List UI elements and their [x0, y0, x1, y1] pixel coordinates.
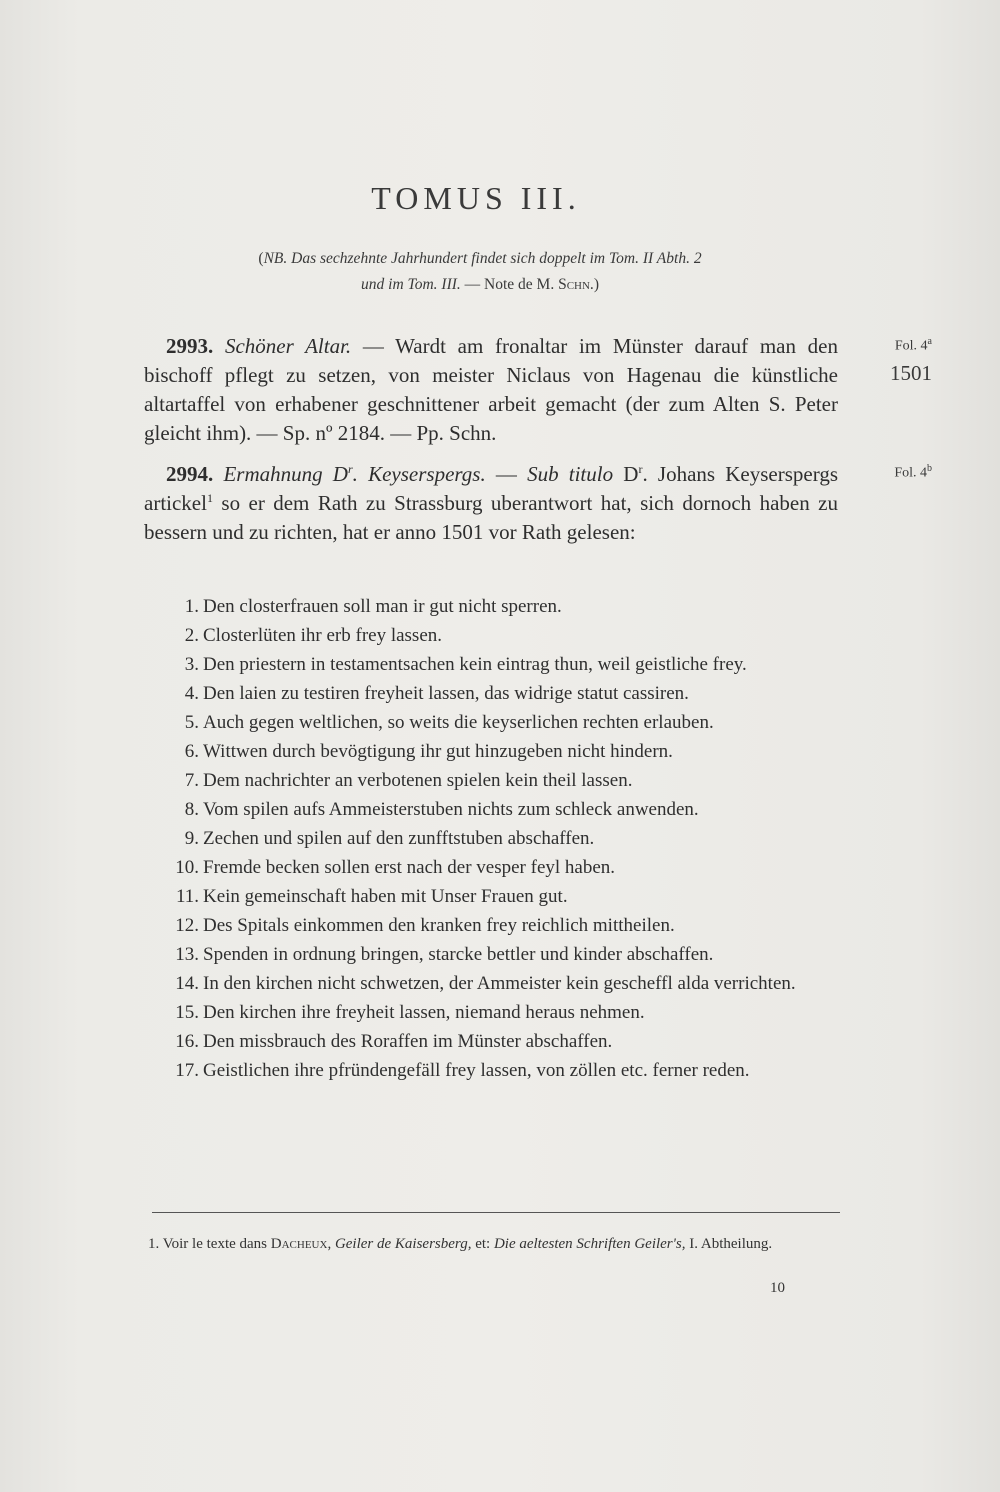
note-line-1: NB. Das sechzehnte Jahrhundert findet sich doppelt im Tom. II Abth. 2	[263, 250, 702, 267]
articles-list	[165, 592, 845, 1085]
list-item: 13. Spenden in ordnung bringen, starcke bettler und kinder abschaffen.	[175, 944, 714, 965]
entry-number: 2994.	[166, 462, 214, 486]
editorial-note: (NB. Das sechzehnte Jahrhundert findet sich doppelt im Tom. II Abth. 2 und im Tom. III. — Note de M. Schn.)	[258, 250, 702, 293]
list-item: 3. Den priestern in testamentsachen kein eintrag thun, weil geistliche frey.	[184, 654, 747, 675]
note-line-2: und im Tom. III.	[361, 276, 461, 293]
list-item: 2. Closterlüten ihr erb frey lassen.	[184, 625, 443, 646]
list-item: 17. Geistlichen ihre pfründengefäll frey lassen, von zöllen etc. ferner reden.	[175, 1060, 750, 1081]
entry-body: — Wardt am fronaltar im Münster darauf man den bischoff pflegt zu setzen, von meister Niclaus von Hagenau die künstliche altartaffel von erhabener geschnittener arbeit gemacht (der zum Alten S. Peter gleicht ihm). — Sp. nº 2184. — Pp. Schn.	[144, 334, 839, 445]
entry-2994: 2994. Ermahnung $D^r$. Keyserspergs. — Sub titulo $D^r$. Johans Keyserspergs artickel$^1$ so er dem Rath zu Strassburg uberantwort hat, sich dornoch haben zu bessern und zu richten, hat er anno 1501 vor Rath gelesen:	[144, 462, 839, 544]
margin-note-2994: Fol. 4$^b$	[894, 463, 932, 481]
list-item: 5. Auch gegen weltlichen, so weits die keyserlichen rechten erlauben.	[184, 712, 714, 733]
list-item: 11. Kein gemeinschaft haben mit Unser Frauen gut.	[175, 886, 568, 907]
list-item: 4. Den laien zu testiren freyheit lassen, das widrige statut cassiren.	[184, 683, 689, 704]
footnote-author: Dacheux	[270, 1236, 328, 1252]
entry-2993	[144, 332, 838, 448]
folio-ref: Fol. 4	[894, 338, 928, 354]
list-item: 9. Zechen und spilen auf den zunfftstuben abschaffen.	[184, 828, 595, 849]
entry-heading: Ermahnung $D^r$. Keyserspergs.	[223, 462, 486, 486]
entry-heading: Schöner Altar.	[224, 334, 352, 358]
list-item: 7. Dem nachrichter an verbotenen spielen kein theil lassen.	[184, 770, 633, 791]
footnote: 1. Voir le texte dans Dacheux, Geiler de Kaisersberg, et: Die aeltesten Schriften Geiler's, I. Abtheilung.	[148, 1236, 773, 1252]
list-item: 15. Den kirchen ihre freyheit lassen, niemand heraus nehmen.	[175, 1002, 645, 1023]
folio-ref: Fol. 4	[894, 465, 927, 481]
list-item: 8. Vom spilen aufs Ammeisterstuben nichts zum schleck anwenden.	[184, 799, 699, 820]
page-title: TOMUS III.	[371, 180, 581, 216]
footnote-divider	[152, 1212, 840, 1213]
margin-year: 1501	[890, 360, 932, 385]
list-item: 10. Fremde becken sollen erst nach der vesper feyl haben.	[175, 857, 616, 878]
margin-note-2993: Fol. 4$^a$ 1501	[842, 336, 932, 386]
page-number: 10	[770, 1280, 785, 1296]
list-item: 14. In den kirchen nicht schwetzen, der Ammeister kein gescheffl alda verrichten.	[175, 973, 796, 994]
footnote-ref[interactable]: 1	[206, 491, 213, 505]
entry-number: 2993.	[166, 334, 214, 358]
note-author: Schn.	[558, 276, 594, 293]
list-item: 16. Den missbrauch des Roraffen im Münster abschaffen.	[175, 1031, 613, 1052]
list-item: 12. Des Spitals einkommen den kranken frey reichlich mittheilen.	[175, 915, 675, 936]
list-item: 1. Den closterfrauen soll man ir gut nicht sperren.	[184, 596, 562, 617]
list-item: 6. Wittwen durch bevögtigung ihr gut hinzugeben nicht hindern.	[184, 741, 673, 762]
